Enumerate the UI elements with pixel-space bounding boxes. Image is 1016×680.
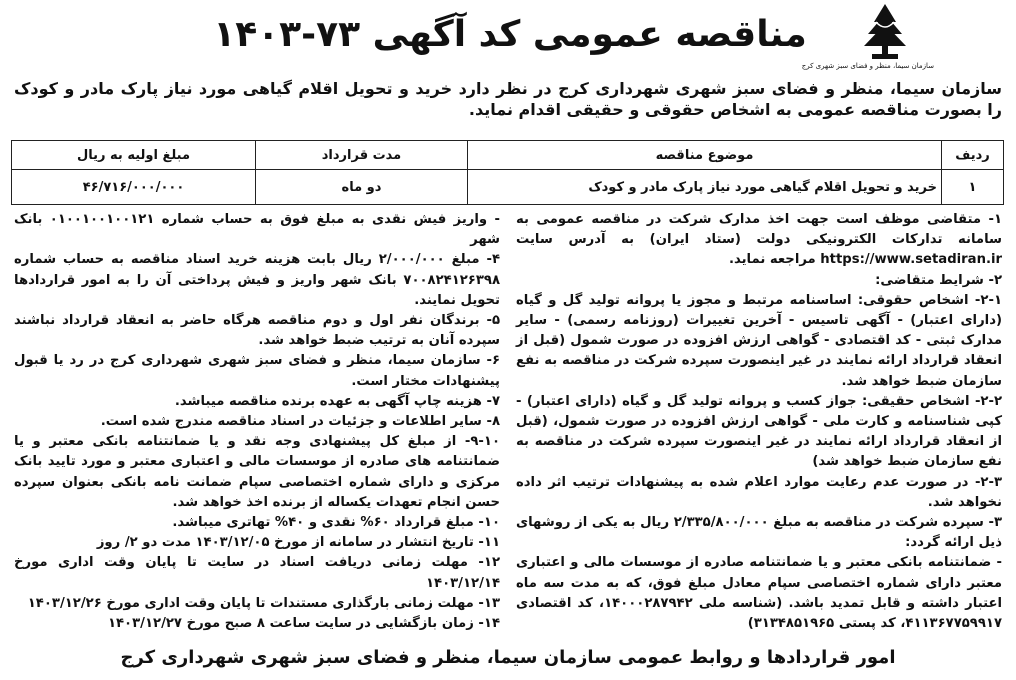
table-row (12, 170, 1004, 205)
col-header-subject: موضوع مناقصه (468, 141, 942, 170)
clause-14: ۱۴- زمان بازگشایی در سایت ساعت ۸ صبح مورخ ۱۴۰۳/۱۲/۲۷ (107, 616, 500, 632)
cell-subject: خرید و تحویل اقلام گیاهی مورد نیاز پارک مادر و کودک (468, 170, 942, 205)
notice-title: مناقصه عمومی کد آگهی ۷۳-۱۴۰۳ (213, 13, 807, 55)
clause-5: ۵- برندگان نفر اول و دوم مناقصه هرگاه حاضر به انعقاد قرارداد نباشند سپرده آنان به ترتیب ضبط خواهد شد. (14, 313, 500, 349)
clause-2-1: ۲-۱- اشخاص حقوقی: اساسنامه مرتبط و مجوز یا پروانه تولید گل و گیاه (دارای اعتبار) - آگهی تاسیس - آخرین تغییرات (روزنامه رسمی) - سایر مدارک ثبتی - کد اقتصادی - گواهی ارزش افزوده در صورت شمول (قبل از انعقاد قرارداد ارائه نمایند در غیر اینصورت سپرده شرکت در مناقصه به نفع سازمان ضبط خواهد شد. (516, 292, 1002, 389)
clause-2-2: ۲-۲- اشخاص حقیقی: جواز کسب و پروانه تولید گل و گیاه (دارای اعتبار) - کپی شناسنامه و کارت ملی - گواهی ارزش افزوده در صورت شمول، (قبل از انعقاد قرارداد ارائه نمایند در غیر اینصورت سپرده شرکت در مناقصه به نفع سازمان ضبط خواهد شد) (516, 393, 1002, 470)
conditions-right-column (516, 210, 1002, 634)
clause-11: ۱۱- تاریخ انتشار در سامانه از مورخ ۱۴۰۳/۱۲/۰۵ مدت دو ۲/ روز (96, 535, 500, 551)
logo-caption: سازمان سیما، منظر و فضای سبز شهری کرج (801, 62, 934, 70)
clause-7: ۷- هزینه چاپ آگهی به عهده برنده مناقصه میباشد. (174, 393, 500, 409)
tender-table (11, 140, 1004, 205)
cell-row-number: ۱ (942, 170, 1004, 205)
clause-12: ۱۲- مهلت زمانی دریافت اسناد در سایت تا پایان وقت اداری مورخ ۱۴۰۳/۱۲/۱۴ (14, 555, 500, 591)
clause-3-guarantee: - ضمانتنامه بانکی معتبر و یا ضمانتنامه صادره از موسسات مالی و اعتباری معتبر دارای شماره اختصاصی سپام معادل مبلغ فوق، که به مدت سه ماه اعتبار داشته و قابل تمدید باشد. (شناسه ملی ۱۴۰۰۰۲۸۷۹۴۲، کد اقتصادی ۴۱۱۳۶۷۷۵۹۹۱۷، کد پستی ۳۱۳۴۸۵۱۹۶۵) (516, 555, 1002, 632)
clause-10: ۱۰- مبلغ قرارداد ۶۰% نقدی و ۴۰% تهاتری میباشد. (172, 515, 500, 531)
col-header-row-number: ردیف (942, 141, 1004, 170)
col-header-duration: مدت قرارداد (256, 141, 468, 170)
clause-1: ۱- متقاضی موظف است جهت اخذ مدارک شرکت در مناقصه عمومی به سامانه تدارکات الکترونیکی دولت (ستاد ایران) به آدرس سایت https://www.setadiran.ir مراجعه نماید. (516, 212, 1002, 268)
clause-9: ۹-۱۰- از مبلغ کل پیشنهادی وجه نقد و یا ضمانتنامه بانکی معتبر و یا ضمانتنامه های صادره از موسسات مالی و اعتباری معتبر و مورد تایید بانک مرکزی و دارای شماره اختصاصی سپام ضمانت نامه بانکی بعنوان سپرده حسن انجام تعهدات یکساله از برنده اخذ خواهد شد. (14, 434, 500, 510)
intro-paragraph: سازمان سیما، منظر و فضای سبز شهری شهرداری کرج در نظر دارد خرید و تحویل اقلام گیاهی مورد نیاز پارک مادر و کودک را بصورت مناقصه عمومی به اشخاص حقوقی و حقیقی اقدام نماید. (14, 79, 1002, 119)
clause-13: ۱۳- مهلت زمانی بارگذاری مستندات تا پایان وقت اداری مورخ ۱۴۰۳/۱۲/۲۶ (27, 595, 500, 611)
col-header-initial-amount: مبلغ اولیه به ریال (12, 141, 256, 170)
cell-initial-amount: ۴۶/۷۱۶/۰۰۰/۰۰۰ (12, 170, 256, 205)
conditions-left-column (14, 210, 500, 634)
clause-3-deposit: - واریز فیش نقدی به مبلغ فوق به حساب شماره ۰۱۰۰۱۰۰۱۰۰۱۲۱ بانک شهر (14, 212, 500, 248)
cell-duration: دو ماه (256, 170, 468, 205)
footer-signature: امور قراردادها و روابط عمومی سازمان سیما، منظر و فضای سبز شهری شهرداری کرج (120, 646, 896, 668)
clause-3: ۳- سپرده شرکت در مناقصه به مبلغ ۲/۳۳۵/۸۰۰/۰۰۰ ریال به یکی از روشهای ذیل ارائه گردد: (516, 515, 1002, 551)
table-header-row (12, 141, 1004, 170)
clause-4: ۴- مبلغ ۲/۰۰۰/۰۰۰ ریال بابت هزینه خرید اسناد مناقصه به حساب شماره ۷۰۰۸۲۴۱۲۶۳۹۸ بانک شهر واریز و فیش پرداختی آن را به امور قراردادها تحویل نمایند. (14, 252, 500, 308)
clause-2-3: ۲-۳- در صورت عدم رعایت موارد اعلام شده به پیشنهادات ترتیب اثر داده نخواهد شد. (516, 474, 1002, 510)
clause-8: ۸- سایر اطلاعات و جزئیات در اسناد مناقصه مندرج شده است. (100, 414, 500, 430)
clause-2: ۲- شرایط متقاضی: (875, 272, 1002, 288)
clause-6: ۶- سازمان سیما، منظر و فضای سبز شهری شهرداری کرج در رد یا قبول پیشنهادات مختار است. (14, 353, 500, 389)
